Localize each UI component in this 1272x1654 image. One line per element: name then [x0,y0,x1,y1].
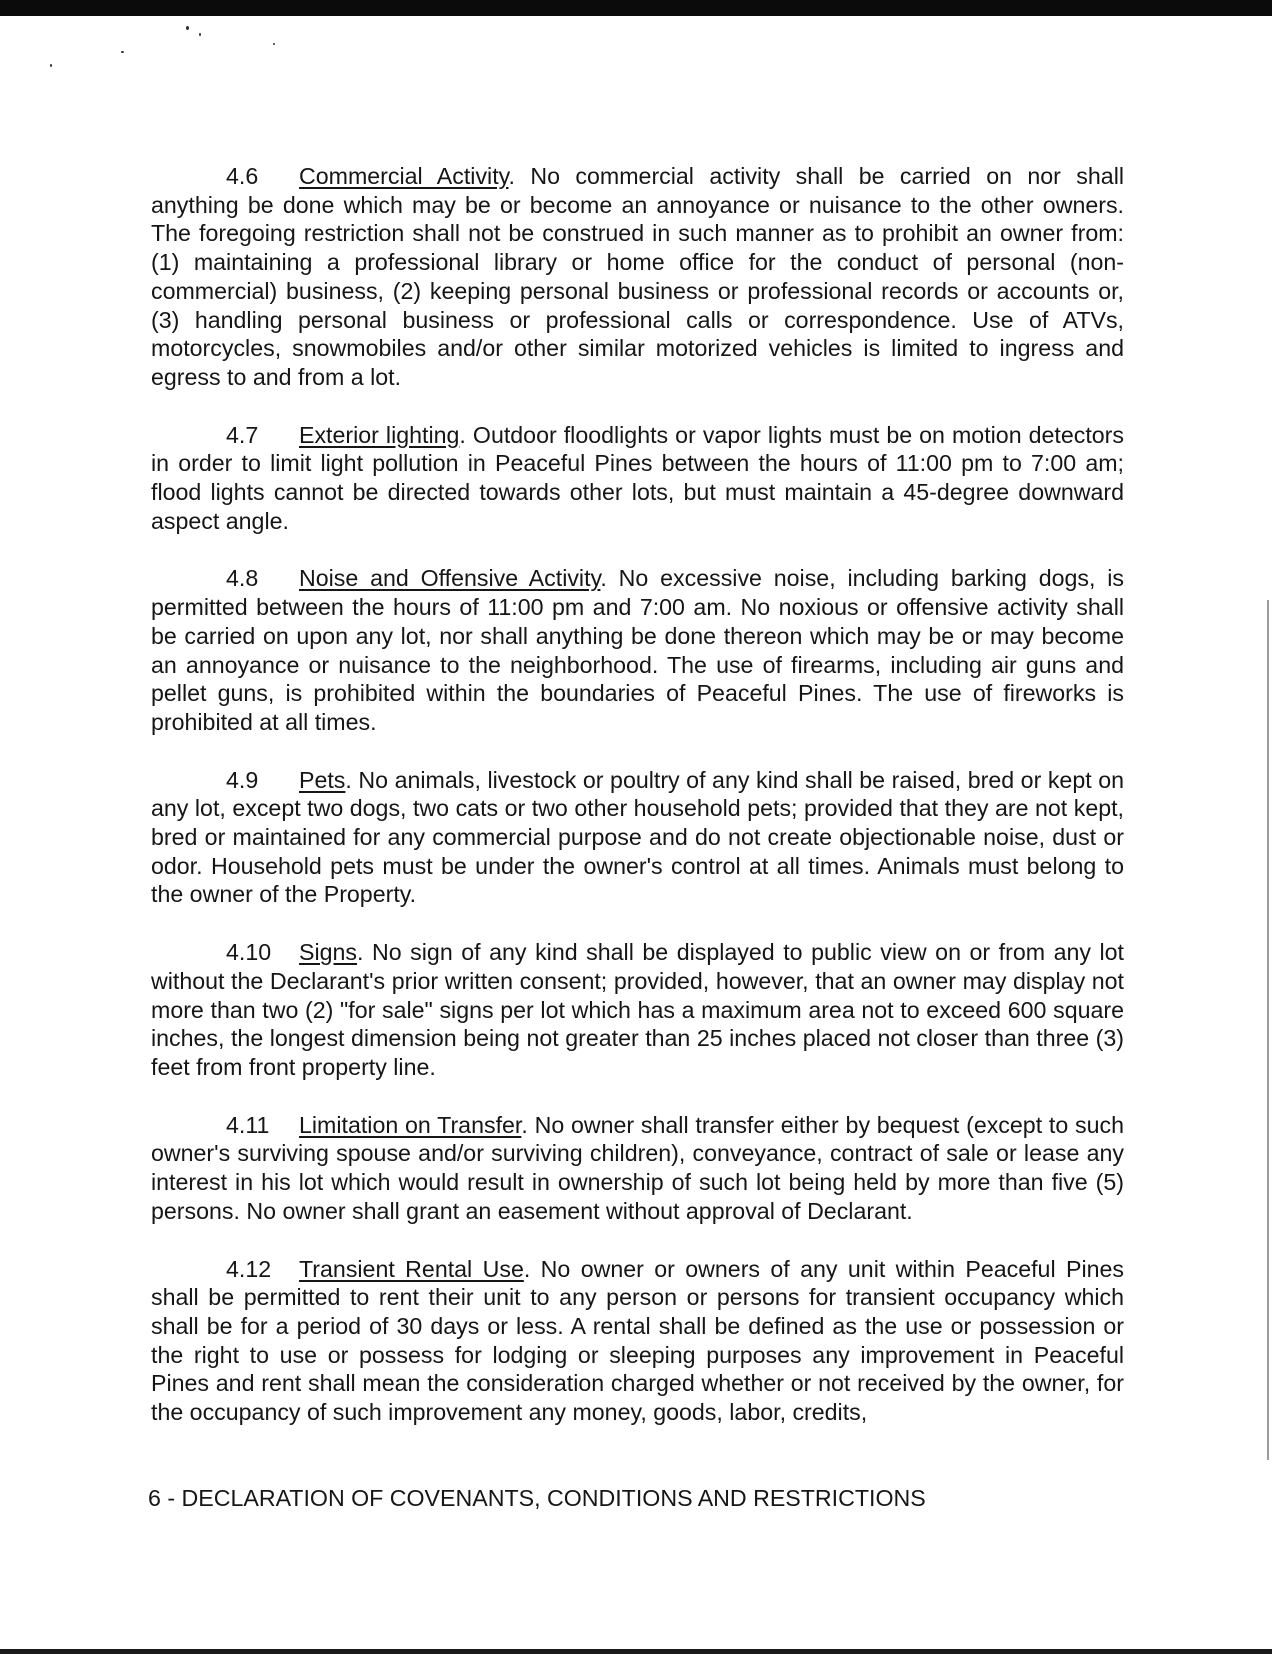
section-text: . No owner or owners of any unit within Peaceful Pines shall be permitted to rent their unit to any person or persons for transient occupancy which shall be for a period of 30 days or less. A rental shall be defined as the use or possession or the right to use or possess for lodging or sleeping purposes any improvement in Peaceful Pines and rent shall mean the consideration charged whether or not received by the owner, for the occupancy of such improvement any money, goods, labor, credits, [151,1255,1124,1426]
section-title: Pets [299,766,346,793]
scan-bottom-border [0,1649,1272,1654]
section-title: Signs [299,939,358,966]
scan-speck [121,51,124,53]
section-4-11 [151,1111,1124,1226]
scan-speck [186,26,189,30]
section-4-12 [151,1255,1124,1427]
page-footer: 6 - DECLARATION OF COVENANTS, CONDITIONS AND RESTRICTIONS [148,1485,926,1511]
section-4-8 [151,564,1124,736]
scan-right-edge [1267,600,1269,1460]
section-4-10 [151,938,1124,1082]
section-number: 4.7 [226,421,259,448]
section-text: . No animals, livestock or poultry of any kind shall be raised, bred or kept on any lot, except two dogs, two cats or two other household pets; provided that they are not kept, bred or maintained for any commercial purpose and do not create objectionable noise, dust or odor. Household pets must be under the owner's control at all times. Animals must belong to the owner of the Property. [151,766,1124,908]
section-number: 4.12 [226,1255,272,1282]
section-number: 4.8 [226,565,259,592]
section-title: Exterior lighting [299,421,460,448]
section-number: 4.6 [226,163,259,189]
document-body [151,162,1124,1456]
section-text: . Outdoor floodlights or vapor lights must be on motion detectors in order to limit light pollution in Peaceful Pines between the hours of 11:00 pm to 7:00 am; flood lights cannot be directed towards other lots, but must maintain a 45-degree downward aspect angle. [151,421,1125,534]
section-4-9 [151,766,1124,910]
scan-speck [199,33,201,36]
section-number: 4.10 [226,939,272,966]
section-title: Transient Rental Use [299,1255,524,1282]
section-number: 4.11 [226,1111,270,1138]
section-text: . No excessive noise, including barking dogs, is permitted between the hours of 11:00 pm and 7:00 am. No noxious or offensive activity shall be carried on upon any lot, nor shall anything be done thereon which may be or may become an annoyance or nuisance to the neighborhood. The use of firearms, including air guns and pellet guns, is prohibited within the boundaries of Peaceful Pines. The use of fireworks is prohibited at all times. [151,565,1124,735]
section-title: Limitation on Transfer [299,1111,522,1138]
section-title: Commercial Activity [299,163,509,189]
section-text: . No sign of any kind shall be displayed to public view on or from any lot without the Declarant's prior written consent; provided, however, that an owner may display not more than two (2) "for sale" signs per lot which has a maximum area not to exceed 600 square inches, the longest dimension being not greater than 25 inches placed not closer than three (3) feet from front property line. [151,939,1124,1080]
scan-speck [273,43,275,45]
section-title: Noise and Offensive Activity [299,565,601,592]
section-text: . No commercial activity shall be carried on nor shall anything be done which may be or become an annoyance or nuisance to the other owners. The foregoing restriction shall not be construed in such manner as to prohibit an owner from: (1) maintaining a professional library or home office for the conduct of personal (non-commercial) business, (2) keeping personal business or professional records or accounts or, (3) handling personal business or professional calls or correspondence. Use of ATVs, motorcycles, snowmobiles and/or other similar motorized vehicles is limited to ingress and egress to and from a lot. [151,163,1125,390]
section-4-6 [151,162,1124,392]
scan-top-border [0,0,1272,16]
section-4-7 [151,421,1124,536]
section-number: 4.9 [226,766,259,793]
section-text: . No owner shall transfer either by bequest (except to such owner's surviving spouse and/or surviving children), conveyance, contract of sale or lease any interest in his lot which would result in ownership of such lot being held by more than five (5) persons. No owner shall grant an easement without approval of Declarant. [151,1111,1124,1224]
scan-speck [50,64,52,67]
